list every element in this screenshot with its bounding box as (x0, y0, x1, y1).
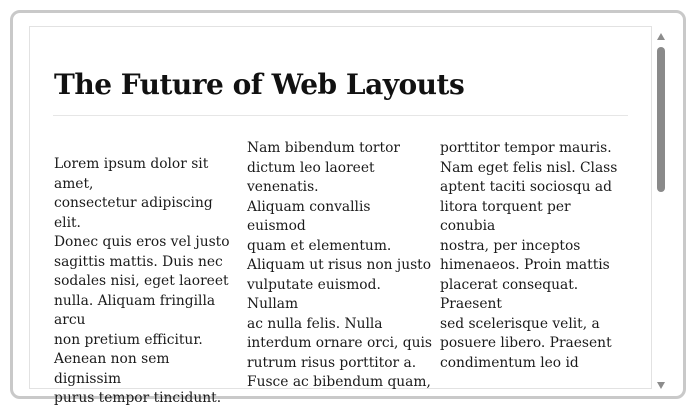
scroll-container[interactable] (29, 26, 652, 406)
scroll-down-arrow-icon[interactable] (657, 382, 665, 389)
column-text: porttitor tempor mauris. Nam eget felis nisl. Class aptent taciti sociosqu ad litora torquent per conubia nostra, per inceptos himenaeos. Proin mattis placerat consequat. Praesent sed scelerisque velit, a posuere libero. Praesent condimentum leo id (440, 140, 618, 371)
scroll-up-arrow-icon[interactable] (657, 33, 665, 40)
scrollbar-thumb[interactable] (657, 47, 665, 192)
article-title: The Future of Web Layouts (54, 68, 465, 101)
window-frame (10, 10, 686, 406)
column-text: Nam bibendum tortor dictum leo laoreet venenatis. Aliquam convallis euismod quam et elementum. Aliquam ut risus non justo vulputate euismod. Nullam ac nulla felis. Nulla interdum ornare orci, quis rutrum risus porttitor a. Fusce ac bibendum quam, (247, 140, 432, 390)
article-column-3 (440, 139, 626, 384)
article-column-1 (54, 155, 237, 406)
title-divider (53, 115, 628, 116)
article-column-2 (247, 139, 433, 390)
vertical-scrollbar[interactable] (655, 32, 667, 390)
article (53, 27, 630, 406)
column-text: Lorem ipsum dolor sit amet, consectetur adipiscing elit. Donec quis eros vel justo sagittis mattis. Duis nec sodales nisi, eget laoreet nulla. Aliquam fringilla arcu non pretium efficitur. Aenean non sem dignissim purus tempor tincidunt. (54, 156, 230, 406)
